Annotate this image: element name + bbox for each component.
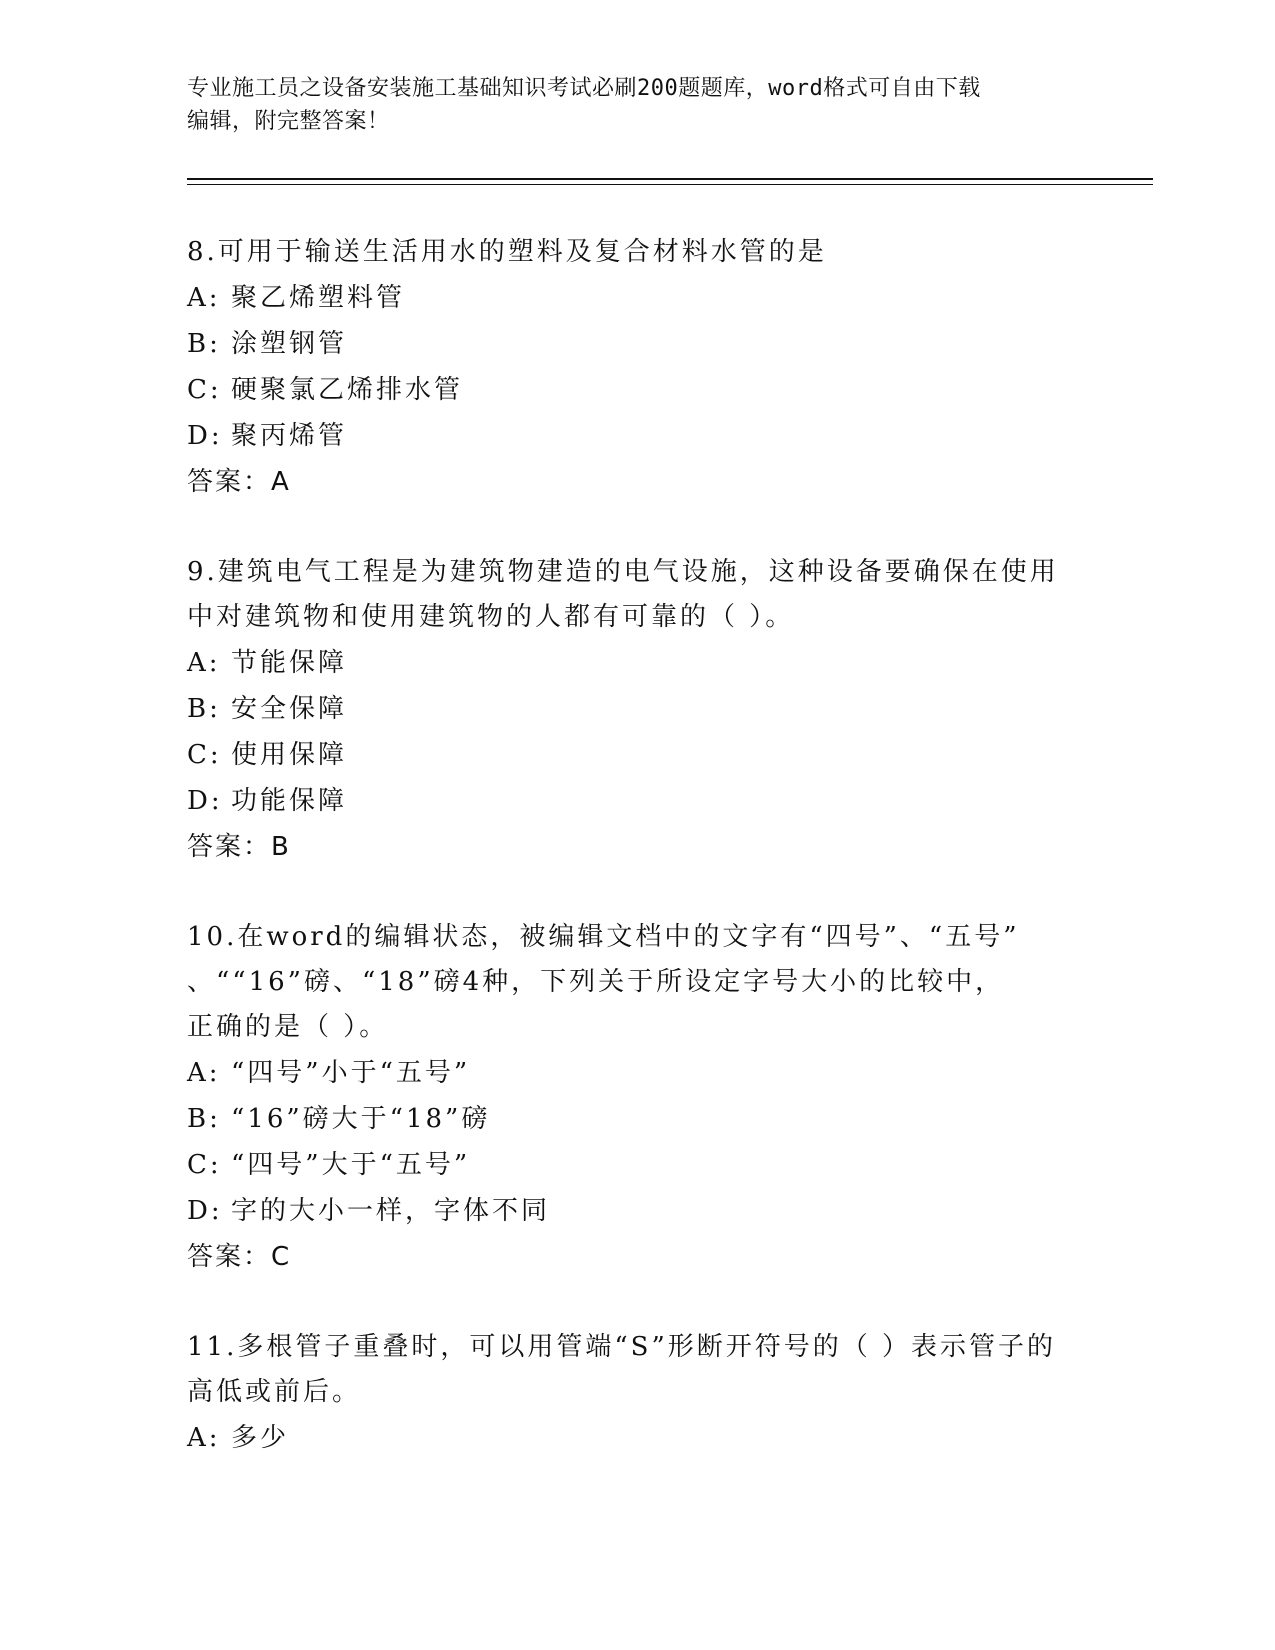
option-letter: D: [187, 1196, 223, 1226]
option-letter: B: [187, 694, 221, 724]
option-c [187, 367, 1087, 413]
option-text: “16”磅大于“18”磅 [231, 1104, 491, 1134]
answer-text: 答案：B [187, 832, 291, 862]
option-text: 使用保障 [231, 740, 348, 770]
option-letter: B: [187, 329, 221, 359]
option-a [187, 275, 1087, 321]
option-letter: A: [187, 1423, 221, 1453]
option-text: 聚乙烯塑料管 [231, 283, 406, 313]
question-text: 中对建筑物和使用建筑物的人都有可靠的（ ）。 [187, 602, 795, 632]
answer-text: 答案：C [187, 1242, 292, 1272]
question-text: 正确的是（ ）。 [187, 1012, 389, 1042]
option-text: 安全保障 [231, 694, 348, 724]
option-letter: A: [187, 283, 221, 313]
option-text: “四号”大于“五号” [231, 1150, 471, 1180]
header-line-2: 编辑，附完整答案！ [187, 109, 390, 134]
header-divider-thin [187, 184, 1153, 185]
option-text: 字的大小一样，字体不同 [231, 1196, 551, 1226]
option-d [187, 1188, 1087, 1234]
question-8 [187, 230, 1087, 505]
header-divider-thick [187, 178, 1153, 180]
option-text: 涂塑钢管 [231, 329, 348, 359]
question-text: 10.在word的编辑状态，被编辑文档中的文字有“四号”、“五号” [187, 922, 1020, 952]
option-b [187, 321, 1087, 367]
option-letter: D: [187, 786, 223, 816]
header-line-1: 专业施工员之设备安装施工基础知识考试必刷200题题库，word格式可自由下载 [187, 76, 981, 101]
question-10 [187, 915, 1087, 1280]
option-letter: C: [187, 375, 222, 405]
question-text: 11.多根管子重叠时，可以用管端“S”形断开符号的（ ）表示管子的 [187, 1332, 1057, 1362]
option-letter: C: [187, 740, 222, 770]
option-d [187, 778, 1087, 824]
question-text: 、““16”磅、“18”磅4种，下列关于所设定字号大小的比较中， [187, 967, 1005, 997]
option-a [187, 1050, 1087, 1096]
answer-text: 答案：A [187, 467, 291, 497]
question-text: 8.可用于输送生活用水的塑料及复合材料水管的是 [187, 237, 827, 267]
question-9 [187, 550, 1087, 870]
option-text: 多少 [231, 1423, 290, 1453]
option-d [187, 413, 1087, 459]
option-letter: C: [187, 1150, 222, 1180]
option-text: “四号”小于“五号” [231, 1058, 471, 1088]
option-a [187, 1415, 1087, 1461]
option-text: 功能保障 [231, 786, 348, 816]
option-c [187, 732, 1087, 778]
option-a [187, 640, 1087, 686]
option-text: 聚丙烯管 [231, 421, 348, 451]
option-b [187, 686, 1087, 732]
option-c [187, 1142, 1087, 1188]
option-text: 硬聚氯乙烯排水管 [231, 375, 464, 405]
question-text: 高低或前后。 [187, 1377, 362, 1407]
option-text: 节能保障 [231, 648, 348, 678]
option-letter: A: [187, 1058, 221, 1088]
document-header [187, 72, 1087, 138]
question-11 [187, 1325, 1087, 1461]
option-letter: D: [187, 421, 223, 451]
option-letter: B: [187, 1104, 221, 1134]
option-letter: A: [187, 648, 221, 678]
option-b [187, 1096, 1087, 1142]
question-list [187, 230, 1087, 1506]
question-text: 9.建筑电气工程是为建筑物建造的电气设施，这种设备要确保在使用 [187, 557, 1059, 587]
